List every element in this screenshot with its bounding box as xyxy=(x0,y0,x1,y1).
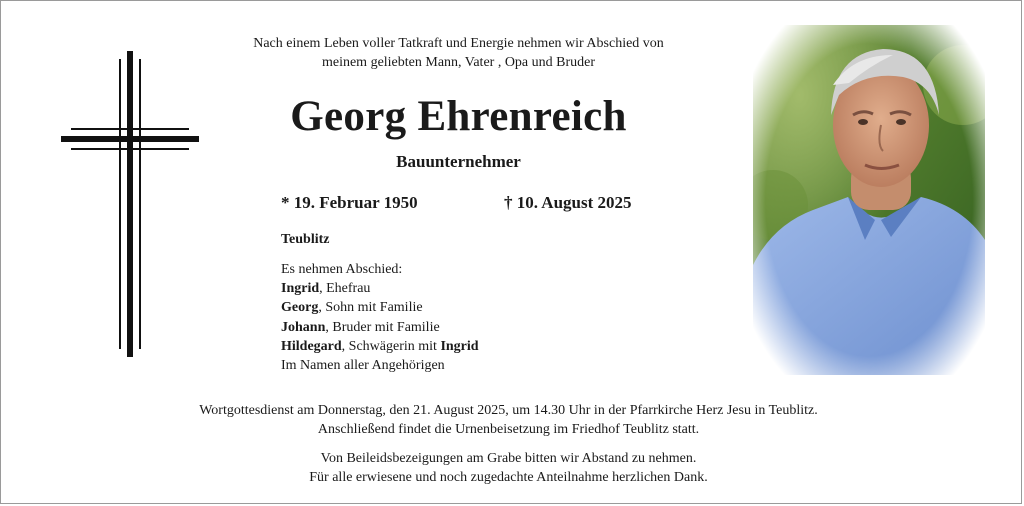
thanks-line-1: Von Beileidsbezeigungen am Grabe bitten wir Abstand zu nehmen. xyxy=(320,451,697,466)
thanks-text xyxy=(101,449,916,487)
service-line-2: Anschließend findet die Urnenbeisetzung im Friedhof Teublitz statt. xyxy=(317,422,700,437)
mourner-name: Georg xyxy=(281,300,319,316)
mourner-item xyxy=(281,318,479,337)
mourner-item xyxy=(281,279,479,298)
mourner-name: Johann xyxy=(281,319,326,335)
intro-text xyxy=(201,34,716,72)
mourner-relation: , Sohn mit Familie xyxy=(318,300,423,316)
residence-place: Teublitz xyxy=(281,232,330,247)
deceased-name: Georg Ehrenreich xyxy=(290,93,627,140)
mourner-relation: , Bruder mit Familie xyxy=(325,319,440,335)
mourner-relation: , Ehefrau xyxy=(319,281,371,297)
cross-icon xyxy=(61,51,199,357)
mourner-name: Hildegard xyxy=(281,338,342,354)
deceased-profession: Bauunternehmer xyxy=(396,152,521,171)
mourners-closing: Im Namen aller Angehörigen xyxy=(281,358,445,374)
mourner-item xyxy=(281,298,479,317)
death-date: † 10. August 2025 xyxy=(504,193,632,212)
portrait-photo xyxy=(753,25,985,375)
birth-date: * 19. Februar 1950 xyxy=(281,193,418,212)
intro-line-2: meinem geliebten Mann, Vater , Opa und Bruder xyxy=(321,55,596,70)
mourners-list xyxy=(281,260,479,375)
thanks-line-2: Für alle erwiesene und noch zugedachte Anteilnahme herzlichen Dank. xyxy=(309,470,708,485)
service-info xyxy=(101,401,916,439)
mourners-heading: Es nehmen Abschied: xyxy=(281,262,403,277)
service-line-1: Wortgottesdienst am Donnerstag, den 21. August 2025, um 14.30 Uhr in der Pfarrkirche Herz Jesu in Teublitz. xyxy=(199,403,818,418)
mourner-name: Ingrid xyxy=(281,281,320,297)
mourner-relation: , Schwägerin mit xyxy=(341,338,441,354)
mourner-item xyxy=(281,337,479,356)
intro-line-1: Nach einem Leben voller Tatkraft und Energie nehmen wir Abschied von xyxy=(253,36,664,51)
mourner-name-secondary: Ingrid xyxy=(440,338,479,354)
